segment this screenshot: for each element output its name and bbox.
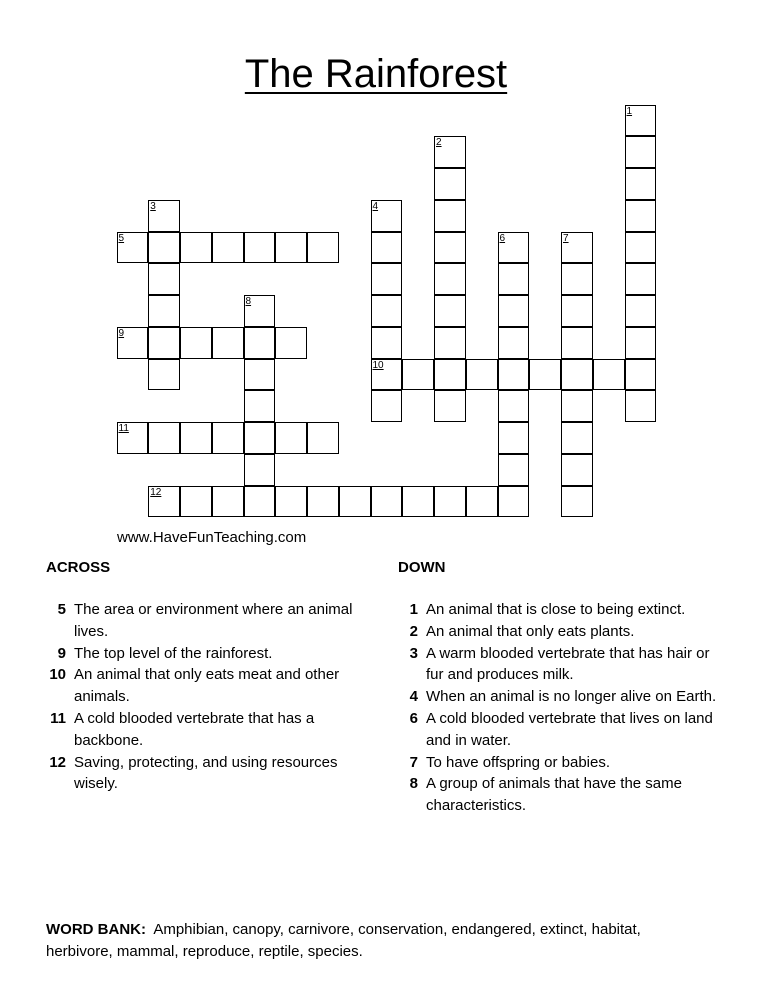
grid-cell[interactable] [180,232,212,264]
down-clues [398,599,728,817]
grid-cell[interactable] [371,359,403,391]
grid-cell[interactable] [244,359,276,391]
clue-across-5 [46,599,376,643]
grid-cell[interactable] [117,232,149,264]
grid-cell[interactable] [244,232,276,264]
grid-cell[interactable] [244,295,276,327]
across-heading: ACROSS [46,559,111,576]
grid-cell[interactable] [529,359,561,391]
grid-cell[interactable] [561,390,593,422]
grid-cell[interactable] [498,486,530,518]
clue-number: 2 [409,622,418,640]
grid-cell[interactable] [371,263,403,295]
grid-cell[interactable] [244,327,276,359]
grid-cell[interactable] [434,136,466,168]
grid-cell[interactable] [498,454,530,486]
clue-number: 9 [57,644,66,662]
grid-cell[interactable] [466,359,498,391]
clue-down-4 [398,686,728,708]
clue-number: 5 [57,601,66,618]
grid-cell[interactable] [625,168,657,200]
clue-number: 11 [50,709,66,727]
grid-cell[interactable] [275,327,307,359]
grid-cell[interactable] [625,263,657,295]
clue-text: A warm blooded vertebrate that has hair or fur and produces milk. [426,644,710,684]
grid-cell[interactable] [561,263,593,295]
clue-down-6 [398,708,728,752]
clue-number: 8 [409,775,418,793]
grid-cell[interactable] [434,263,466,295]
grid-cell[interactable] [434,486,466,518]
grid-cell[interactable] [117,422,149,454]
grid-cell[interactable] [148,422,180,454]
grid-cell[interactable] [434,327,466,359]
clue-text: Saving, protecting, and using resources wisely. [74,753,338,793]
grid-cell[interactable] [244,454,276,486]
clue-text: A cold blooded vertebrate that lives on land and in water. [426,709,713,749]
grid-cell[interactable] [498,359,530,391]
word-bank-words: Amphibian, canopy, carnivore, conservation, endangered, extinct, habitat, herbivore, mammal, reproduce, reptile, species. [46,921,641,960]
grid-cell[interactable] [561,359,593,391]
grid-cell[interactable] [625,359,657,391]
grid-cell[interactable] [434,390,466,422]
grid-cell[interactable] [307,486,339,518]
grid-cell[interactable] [148,359,180,391]
clue-across-12 [46,752,376,796]
grid-cell[interactable] [561,422,593,454]
grid-cell[interactable] [180,327,212,359]
grid-cell[interactable] [307,232,339,264]
clue-number: 7 [409,753,418,771]
grid-cell[interactable] [561,454,593,486]
clue-across-11 [46,708,376,752]
grid-cell[interactable] [148,232,180,264]
clue-text: To have offspring or babies. [426,753,611,771]
grid-cell[interactable] [275,422,307,454]
grid-cell[interactable] [434,200,466,232]
cell-number: 1 [626,105,633,117]
grid-cell[interactable] [561,232,593,264]
clue-across-9 [46,643,376,665]
word-bank [46,919,646,963]
grid-cell[interactable] [275,232,307,264]
grid-cell[interactable] [148,295,180,327]
grid-cell[interactable] [625,327,657,359]
grid-cell[interactable] [561,486,593,518]
grid-cell[interactable] [434,295,466,327]
grid-cell[interactable] [371,200,403,232]
cell-number: 9 [118,327,125,339]
grid-cell[interactable] [212,422,244,454]
grid-cell[interactable] [434,359,466,391]
grid-cell[interactable] [339,486,371,518]
cell-number: 4 [372,200,379,212]
grid-cell[interactable] [625,136,657,168]
clue-number: 12 [49,753,66,771]
grid-cell[interactable] [625,295,657,327]
cell-number: 10 [372,359,384,371]
clue-text: An animal that only eats meat and other animals. [74,666,340,706]
grid-cell[interactable] [402,486,434,518]
cell-number: 2 [436,137,442,149]
grid-cell[interactable] [498,263,530,295]
clue-text: A group of animals that have the same characteristics. [426,775,682,815]
clue-number: 6 [409,709,418,727]
grid-cell[interactable] [371,232,403,264]
grid-cell[interactable] [371,327,403,359]
clue-text: When an animal is no longer alive on Earth. [426,688,717,706]
grid-cell[interactable] [180,422,212,454]
grid-cell[interactable] [402,359,434,391]
grid-cell[interactable] [434,168,466,200]
grid-cell[interactable] [371,390,403,422]
grid-cell[interactable] [371,295,403,327]
grid-cell[interactable] [593,359,625,391]
down-heading: DOWN [398,559,446,576]
clue-down-1 [398,599,728,621]
grid-cell[interactable] [307,422,339,454]
cell-number: 12 [150,486,162,498]
clue-number: 10 [49,666,66,684]
grid-cell[interactable] [180,486,212,518]
grid-cell[interactable] [466,486,498,518]
grid-cell[interactable] [498,232,530,264]
grid-cell[interactable] [148,327,180,359]
grid-cell[interactable] [212,486,244,518]
cell-number: 3 [150,200,156,212]
clue-text: An animal that only eats plants. [426,622,635,640]
grid-cell[interactable] [275,486,307,518]
clue-text: An animal that is close to being extinct. [426,601,686,618]
clue-text: A cold blooded vertebrate that has a backbone. [74,709,315,749]
grid-cell[interactable] [117,327,149,359]
grid-cell[interactable] [212,232,244,264]
grid-cell[interactable] [148,200,180,232]
cell-number: 5 [118,232,125,244]
cell-number: 8 [245,296,252,307]
grid-cell[interactable] [244,422,276,454]
clue-number: 3 [409,644,418,662]
word-bank-label: WORD BANK: [46,921,146,938]
clue-number: 1 [409,601,418,618]
clue-across-10 [46,664,376,708]
grid-cell[interactable] [561,295,593,327]
grid-cell[interactable] [434,232,466,264]
clue-down-3 [398,643,728,687]
clue-down-2 [398,621,728,643]
clue-down-8 [398,773,728,817]
grid-cell[interactable] [498,327,530,359]
cell-number: 6 [499,232,506,244]
cell-number: 7 [563,232,569,244]
grid-cell[interactable] [371,486,403,518]
clue-number: 4 [409,688,418,706]
grid-cell[interactable] [498,295,530,327]
grid-cell[interactable] [625,390,657,422]
grid-cell[interactable] [498,390,530,422]
grid-cell[interactable] [148,486,180,518]
cell-number: 11 [118,423,129,434]
clue-text: The area or environment where an animal lives. [74,601,353,640]
grid-cell[interactable] [625,105,657,137]
grid-cell[interactable] [498,422,530,454]
across-clues [46,599,376,795]
grid-cell[interactable] [244,390,276,422]
grid-cell[interactable] [212,327,244,359]
grid-cell[interactable] [625,232,657,264]
grid-cell[interactable] [561,327,593,359]
grid-cell[interactable] [244,486,276,518]
clue-down-7 [398,752,728,774]
page-title: The Rainforest [244,52,508,96]
clue-text: The top level of the rainforest. [74,644,273,662]
grid-cell[interactable] [625,200,657,232]
grid-cell[interactable] [148,263,180,295]
website-credit: www.HaveFunTeaching.com [117,529,307,546]
